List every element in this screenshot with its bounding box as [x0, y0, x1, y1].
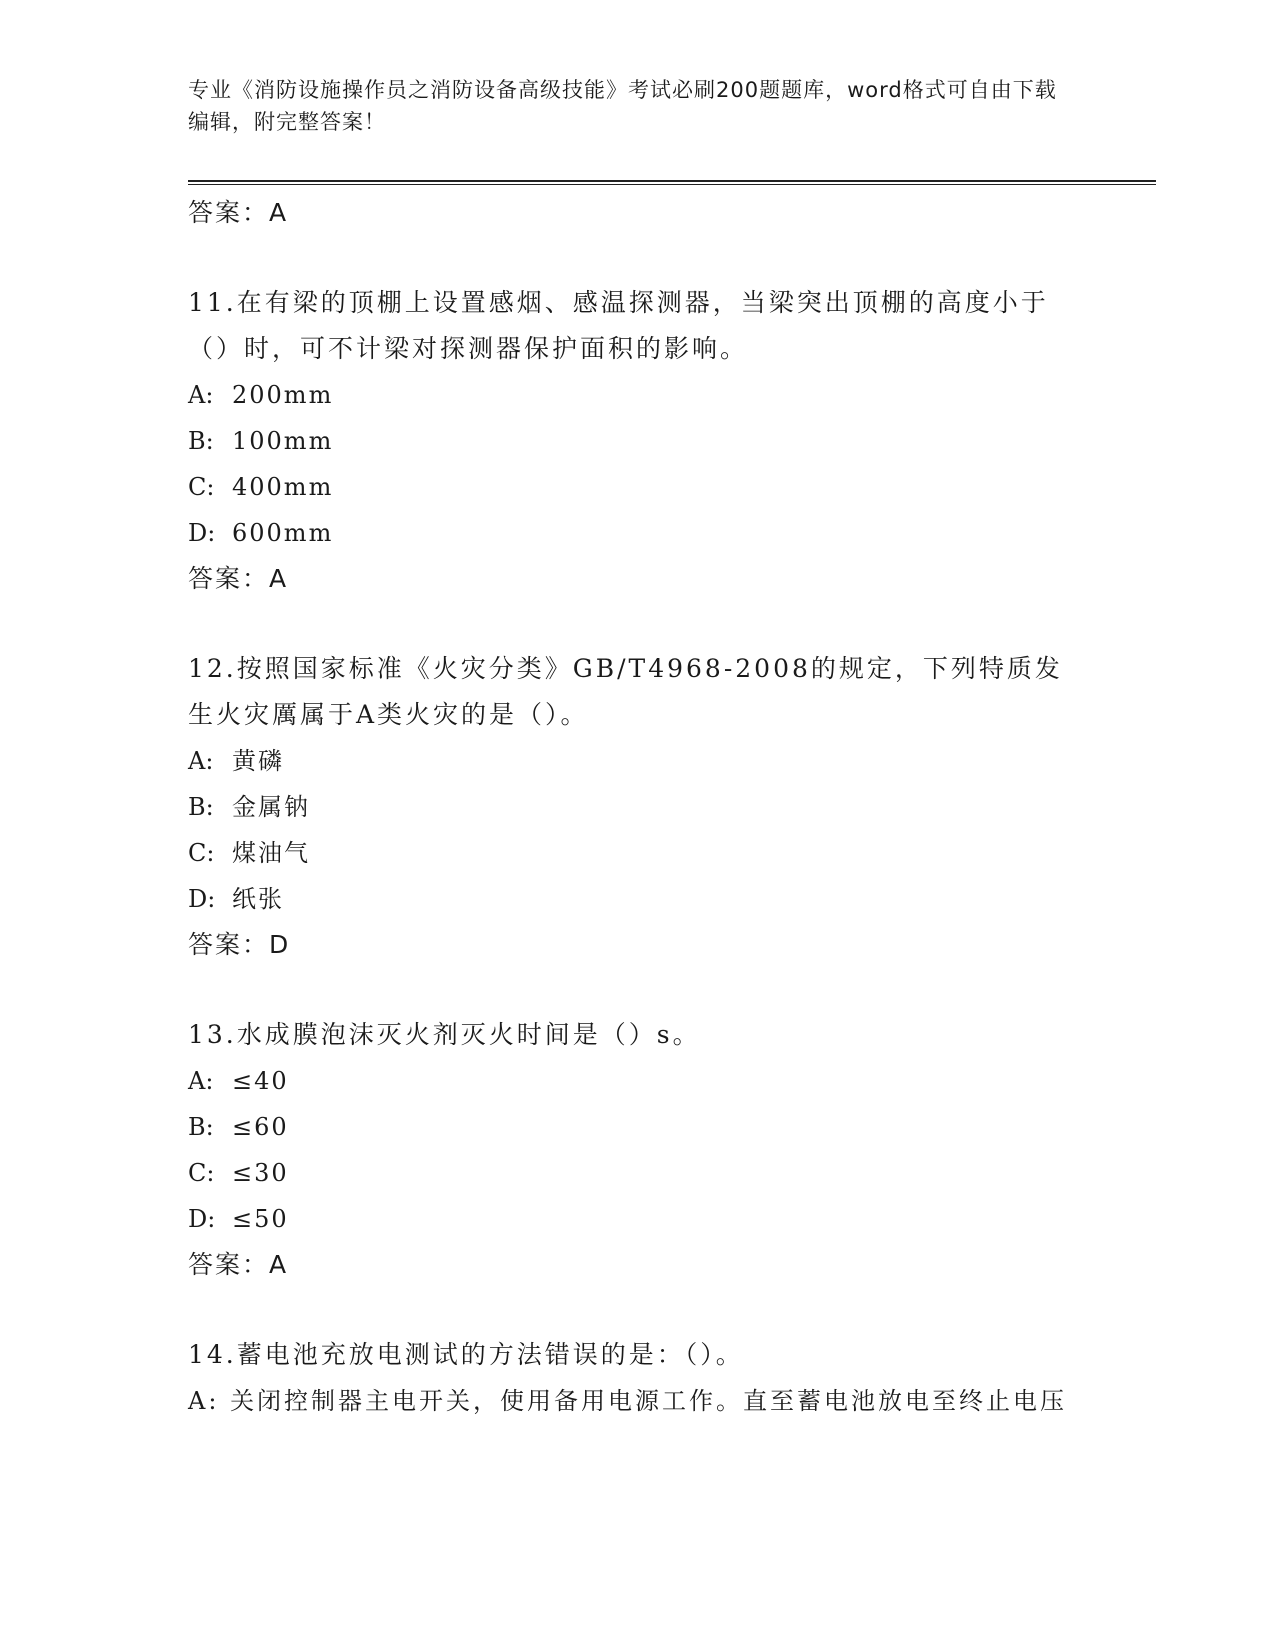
option-a: [188, 738, 1088, 784]
option-text: ≤40: [232, 1067, 289, 1095]
option-text: 100mm: [232, 427, 334, 455]
question-stem: 13.水成膜泡沫灭火剂灭火时间是（）s。: [188, 1020, 701, 1049]
option-key: C:: [188, 473, 215, 501]
question-stem: 14.蓄电池充放电测试的方法错误的是：（）。: [188, 1340, 744, 1369]
option-key: B:: [188, 1113, 214, 1141]
option-key: D:: [188, 1205, 216, 1233]
question-11: [188, 280, 1088, 602]
option-text: 关闭控制器主电开关，使用备用电源工作。直至蓄电池放电至终止电压: [230, 1387, 1068, 1415]
question-stem: 12.按照国家标准《火灾分类》GB/T4968-2008的规定，下列特质发生火灾厲属于A类火灾的是（）。: [188, 654, 1063, 729]
option-c: [188, 464, 1088, 510]
header-rule-thick: [188, 180, 1156, 182]
option-b: [188, 784, 1088, 830]
header-rule-thin: [188, 184, 1156, 185]
option-a: [188, 372, 1088, 418]
option-c: [188, 1150, 1088, 1196]
option-text: ≤60: [232, 1113, 289, 1141]
answer-line: 答案：A: [188, 1250, 289, 1279]
option-d: [188, 1196, 1088, 1242]
option-key: B:: [188, 427, 214, 455]
option-text: ≤50: [232, 1205, 289, 1233]
option-text: 黄磷: [232, 747, 284, 775]
option-key: A:: [188, 747, 214, 775]
option-key: D:: [188, 519, 216, 547]
question-14: [188, 1332, 1088, 1424]
document-body: [188, 190, 1088, 1424]
option-a: [188, 1058, 1088, 1104]
question-12: [188, 646, 1088, 968]
option-text: 纸张: [232, 885, 284, 913]
option-key: C:: [188, 839, 215, 867]
option-d: [188, 510, 1088, 556]
option-d: [188, 876, 1088, 922]
answer-line: 答案：D: [188, 930, 291, 959]
option-key: A:: [188, 381, 214, 409]
option-text: 200mm: [232, 381, 334, 409]
answer-line: 答案：A: [188, 564, 289, 593]
option-key: D:: [188, 885, 216, 913]
option-a: [188, 1378, 1088, 1424]
option-key: B:: [188, 793, 214, 821]
option-b: [188, 1104, 1088, 1150]
option-key: C:: [188, 1159, 215, 1187]
option-c: [188, 830, 1088, 876]
question-13: [188, 1012, 1088, 1288]
option-b: [188, 418, 1088, 464]
answer-line: 答案：A: [188, 198, 289, 227]
document-header: 专业《消防设施操作员之消防设备高级技能》考试必刷200题题库，word格式可自由下载编辑，附完整答案！: [188, 78, 1057, 134]
option-text: 金属钠: [232, 793, 310, 821]
option-text: 煤油气: [232, 839, 310, 867]
option-key: A:: [188, 1387, 220, 1415]
question-stem: 11.在有梁的顶棚上设置感烟、感温探测器，当梁突出顶棚的高度小于（）时，可不计梁对探测器保护面积的影响。: [188, 288, 1049, 363]
option-text: 600mm: [232, 519, 334, 547]
option-text: 400mm: [232, 473, 334, 501]
option-text: ≤30: [232, 1159, 289, 1187]
option-key: A:: [188, 1067, 214, 1095]
